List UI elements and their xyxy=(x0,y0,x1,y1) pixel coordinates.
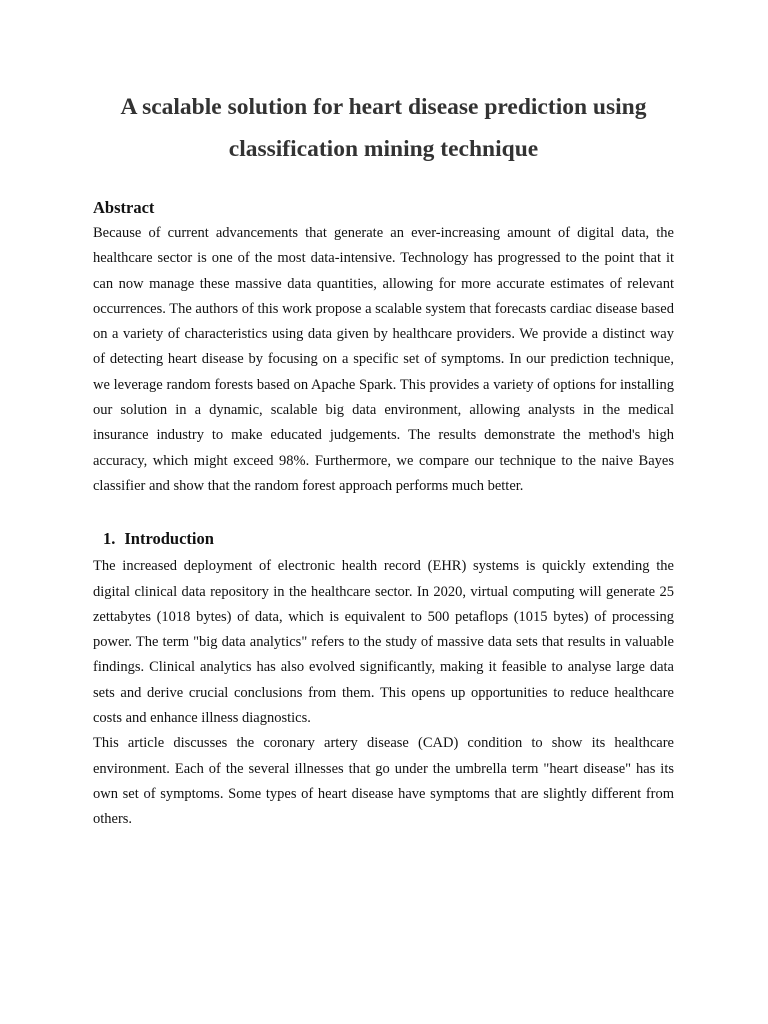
section-title: Introduction xyxy=(124,529,214,549)
paper-title-line-2: classification mining technique xyxy=(228,136,539,162)
paper-title-line-1: A scalable solution for heart disease prediction using xyxy=(120,94,647,120)
abstract-heading: Abstract xyxy=(93,198,155,217)
paper-title xyxy=(93,86,674,170)
abstract-section xyxy=(93,197,674,499)
introduction-heading xyxy=(93,528,674,550)
introduction-paragraph-2: This article discusses the coronary artery disease (CAD) condition to show its healthcare environment. Each of the several illnesses that go under the umbrella term "heart disease" has its own set of symptoms. Some types of heart disease have symptoms that are slightly different from others. xyxy=(93,735,674,828)
section-number: 1. xyxy=(103,529,116,549)
abstract-paragraph: Because of current advancements that generate an ever-increasing amount of digital data, the healthcare sector is one of the most data-intensive. Technology has progressed to the point that it can now manage these massive data quantities, allowing for more accurate estimates of relevant occurrences. The authors of this work propose a scalable system that forecasts cardiac disease based on a variety of characteristics using data given by healthcare providers. We provide a distinct way of detecting heart disease by focusing on a specific set of symptoms. In our prediction technique, we leverage random forests based on Apache Spark. This provides a variety of options for installing our solution in a dynamic, scalable big data environment, allowing analysts in the medical insurance industry to make educated judgements. The results demonstrate the method's high accuracy, which might exceed 98%. Furthermore, we compare our technique to the naive Bayes classifier and show that the random forest approach performs much better. xyxy=(93,225,674,494)
introduction-section xyxy=(93,528,674,832)
introduction-paragraph-1: The increased deployment of electronic health record (EHR) systems is quickly extending the digital clinical data repository in the healthcare sector. In 2020, virtual computing will generate 25 zettabytes (1018 bytes) of data, which is equivalent to 500 petaflops (1015 bytes) of processing power. The term "big data analytics" refers to the study of massive data sets that results in valuable findings. Clinical analytics has also evolved significantly, making it feasible to analyse large data sets and derive crucial conclusions from them. This opens up opportunities to reduce healthcare costs and enhance illness diagnostics. xyxy=(93,558,674,727)
